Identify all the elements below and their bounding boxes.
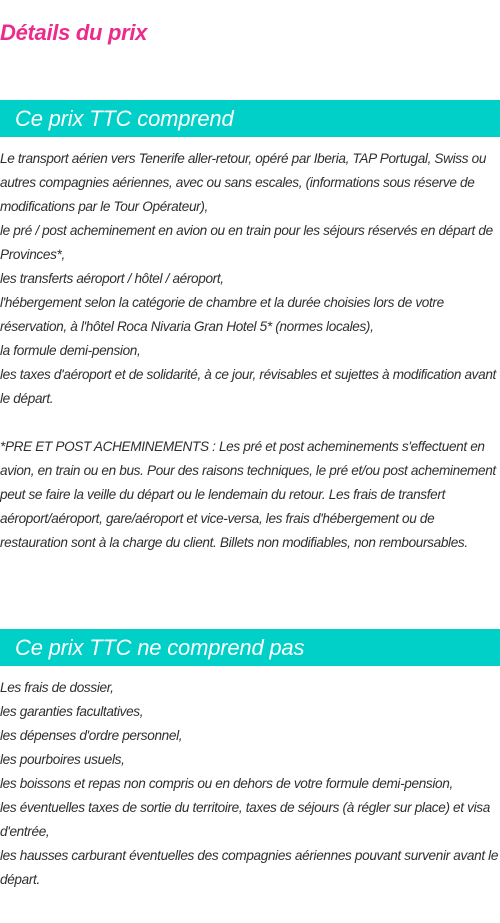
- included-item: le pré / post acheminement en avion ou en train pour les séjours réservés en départ de Provinces*,: [0, 223, 493, 262]
- included-section-body: [0, 147, 500, 555]
- pre-post-transport-note: *PRE ET POST ACHEMINEMENTS : Les pré et post acheminements s'effectuent en avion, en train ou en bus. Pour des raisons techniques, le pré et/ou post acheminement peut se faire la veille du départ ou le lendemain du retour. Les frais de transfert aéroport/aéroport, gare/aéroport et vice-versa, les frais d'hébergement ou de restauration sont à la charge du client. Billets non modifiables, non remboursables.: [0, 439, 496, 550]
- excluded-heading: Ce prix TTC ne comprend pas: [15, 634, 305, 660]
- included-item: l'hébergement selon la catégorie de chambre et la durée choisies lors de votre réservation, à l'hôtel Roca Nivaria Gran Hotel 5* (normes locales),: [0, 295, 444, 334]
- excluded-item: les hausses carburant éventuelles des compagnies aériennes pouvant survenir avant le départ.: [0, 848, 499, 887]
- excluded-item: les garanties facultatives,: [0, 704, 144, 719]
- included-item: les transferts aéroport / hôtel / aéroport,: [0, 271, 224, 286]
- excluded-section-body: [0, 676, 500, 892]
- excluded-item: Les frais de dossier,: [0, 680, 114, 695]
- included-section-header: [0, 100, 500, 137]
- included-item: Le transport aérien vers Tenerife aller-retour, opéré par Iberia, TAP Portugal, Swiss ou autres compagnies aériennes, avec ou sans escales, (informations sous réserve de modifications par le Tour Opérateur),: [0, 151, 487, 214]
- excluded-item: les éventuelles taxes de sortie du territoire, taxes de séjours (à régler sur place) et visa d'entrée,: [0, 800, 490, 839]
- excluded-item: les dépenses d'ordre personnel,: [0, 728, 183, 743]
- included-heading: Ce prix TTC comprend: [15, 105, 234, 131]
- included-item: la formule demi-pension,: [0, 343, 141, 358]
- excluded-item: les pourboires usuels,: [0, 752, 125, 767]
- included-item: les taxes d'aéroport et de solidarité, à ce jour, révisables et sujettes à modification avant le départ.: [0, 367, 496, 406]
- page-title: Détails du prix: [0, 20, 148, 45]
- paragraph-gap: [0, 411, 500, 435]
- excluded-item: les boissons et repas non compris ou en dehors de votre formule demi-pension,: [0, 776, 453, 791]
- excluded-section-header: [0, 629, 500, 666]
